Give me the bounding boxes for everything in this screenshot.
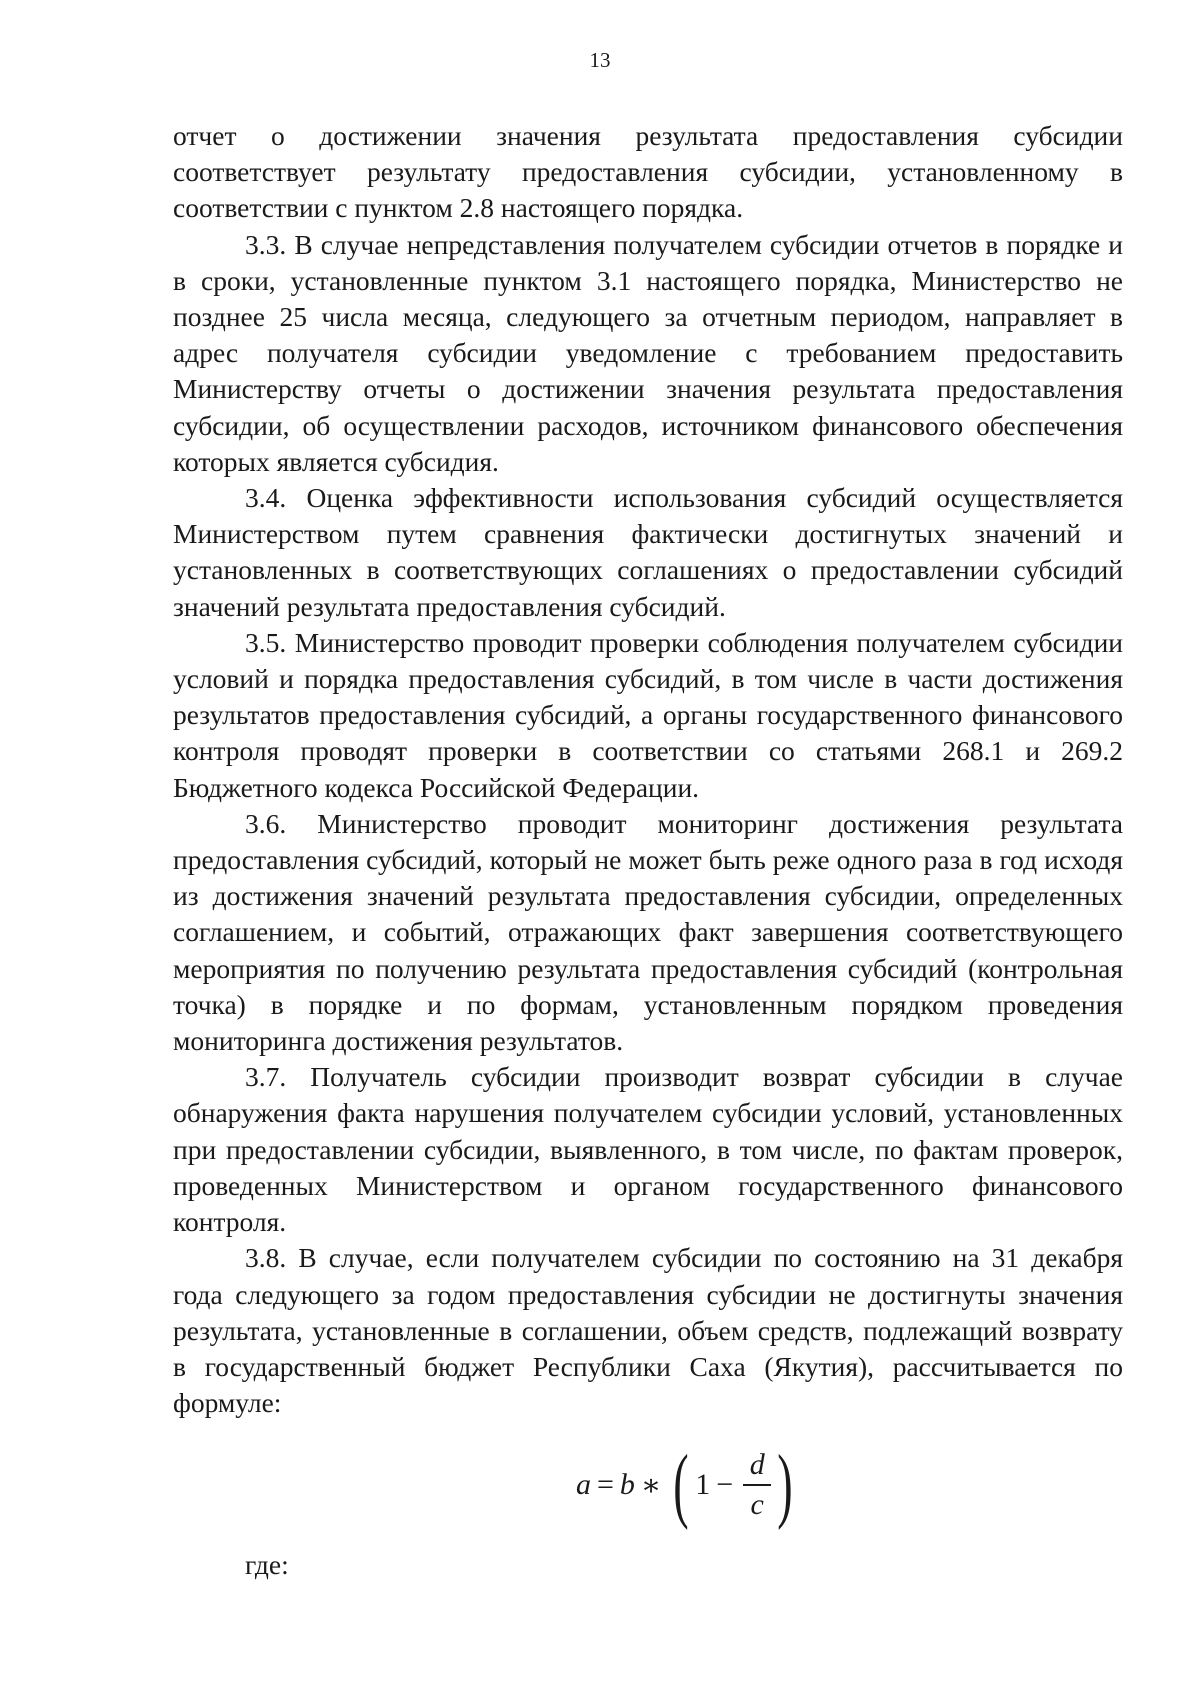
formula-var-b: b [619,1468,635,1501]
paragraph-3-4: 3.4. Оценка эффективности использования субсидий осуществляется Министерством путем сравнения фактически достигнутых значений и установленных в соответствующих соглашениях о предоставлении субсидий значений результата предоставления субсидий. [173,482,1123,622]
paragraph-3-7: 3.7. Получатель субсидии производит возврат субсидии в случае обнаружения факта нарушения получателем субсидии условий, установленных при предоставлении субсидии, выявленного, в том числе, по фактам проверок, проведенных Министерством и органом государственного финансового контроля. [173,1061,1123,1238]
formula-fraction [743,1446,771,1524]
formula-close-paren: ) [777,1438,793,1531]
formula-multiply: ∗ [640,1468,662,1502]
page-number: 13 [589,48,611,72]
document-body [173,118,1123,1421]
paragraph-3-6: 3.6. Министерство проводит мониторинг достижения результата предоставления субсидий, который не может быть реже одного раза в год исходя из достижения значений результата предоставления субсидии, определенных соглашением, и событий, отражающих факт завершения соответствующего мероприятия по получению результата предоставления субсидий (контрольная точка) в порядке и по формам, установленным порядком проведения мониторинга достижения результатов. [173,807,1123,1057]
paragraph-3-3: 3.3. В случае непредставления получателем субсидии отчетов в порядке и в сроки, установленные пунктом 3.1 настоящего порядка, Министерство не позднее 25 числа месяца, следующего за отчетным периодом, направляет в адрес получателя субсидии уведомление с требованием предоставить Министерству отчеты о достижении значения результата предоставления субсидии, об осуществлении расходов, источником финансового обеспечения которых является субсидия. [173,228,1123,477]
where-label: где: [245,1549,289,1580]
formula-numerator-d: d [749,1448,765,1481]
formula-equals: = [597,1468,614,1501]
formula-minus: − [716,1468,734,1501]
formula-open-paren: ( [673,1438,690,1531]
refund-formula [576,1430,799,1540]
formula-denominator-c: c [750,1488,764,1521]
paragraph-3-2-continuation: отчет о достижении значения результата предоставления субсидии соответствует результату предоставления субсидии, установленному в соответствии с пунктом 2.8 настоящего порядка. [173,120,1123,224]
formula-var-a: a [576,1468,591,1501]
formula-one: 1 [695,1468,711,1501]
paragraph-3-8: 3.8. В случае, если получателем субсидии по состоянию на 31 декабря года следующего за годом предоставления субсидии не достигнуты значения результата, установленные в соглашении, объем средств, подлежащий возврату в государственный бюджет Республики Саха (Якутия), рассчитывается по формуле: [173,1242,1123,1419]
paragraph-3-5: 3.5. Министерство проводит проверки соблюдения получателем субсидии условий и порядка предоставления субсидий, в том числе в части достижения результатов предоставления субсидий, а органы государственного финансового контроля проводят проверки в соответствии со статьями 268.1 и 269.2 Бюджетного кодекса Российской Федерации. [173,626,1123,803]
